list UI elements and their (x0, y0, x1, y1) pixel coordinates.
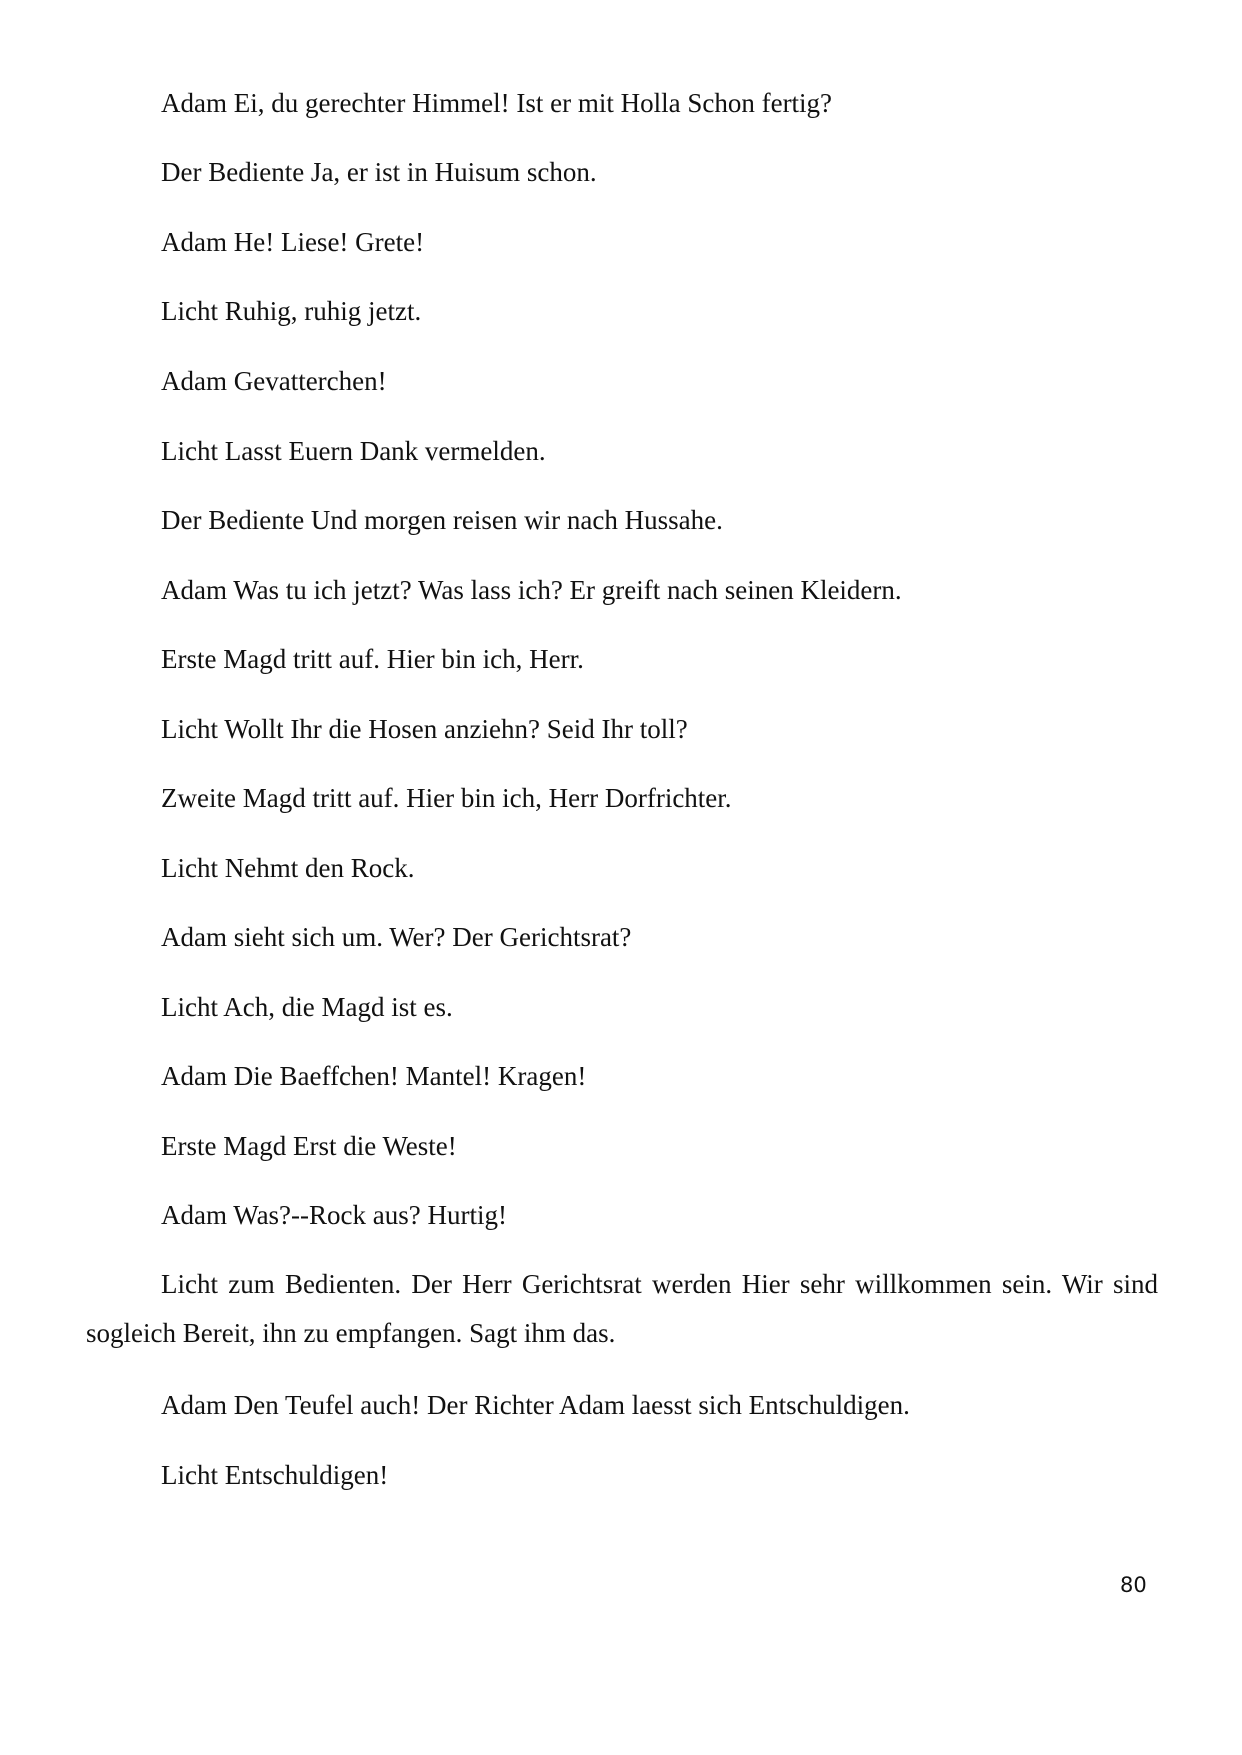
dialogue-line: Der Bediente Ja, er ist in Huisum schon. (161, 157, 597, 187)
dialogue-line: Licht Lasst Euern Dank vermelden. (161, 436, 546, 466)
dialogue-line: Adam sieht sich um. Wer? Der Gerichtsrat? (161, 922, 632, 952)
dialogue-line: Adam Was?--Rock aus? Hurtig! (161, 1200, 507, 1230)
dialogue-paragraph: Licht zum Bedienten. Der Herr Gerichtsrat werden Hier sehr willkommen sein. Wir sind sogleich Bereit, ihn zu empfangen. Sagt ihm das. (86, 1269, 1158, 1348)
dialogue-line: Licht Wollt Ihr die Hosen anziehn? Seid Ihr toll? (161, 714, 688, 744)
dialogue-line: Licht Entschuldigen! (161, 1460, 389, 1490)
page-number: 80 (1120, 1573, 1147, 1597)
dialogue-line: Der Bediente Und morgen reisen wir nach Hussahe. (161, 505, 723, 535)
dialogue-line: Licht Ach, die Magd ist es. (161, 992, 453, 1022)
dialogue-line: Adam Die Baeffchen! Mantel! Kragen! (161, 1061, 587, 1091)
dialogue-line: Adam Was tu ich jetzt? Was lass ich? Er greift nach seinen Kleidern. (161, 575, 902, 605)
dialogue-line: Adam He! Liese! Grete! (161, 227, 425, 257)
dialogue-line: Adam Gevatterchen! (161, 366, 387, 396)
dialogue-line: Erste Magd Erst die Weste! (161, 1131, 457, 1161)
dialogue-line: Licht Nehmt den Rock. (161, 853, 415, 883)
dialogue-line: Zweite Magd tritt auf. Hier bin ich, Herr Dorfrichter. (161, 783, 732, 813)
dialogue-line: Adam Den Teufel auch! Der Richter Adam laesst sich Entschuldigen. (161, 1390, 910, 1420)
dialogue-line: Adam Ei, du gerechter Himmel! Ist er mit Holla Schon fertig? (161, 88, 833, 118)
dialogue-line: Licht Ruhig, ruhig jetzt. (161, 296, 422, 326)
dialogue-line: Erste Magd tritt auf. Hier bin ich, Herr. (161, 644, 584, 674)
